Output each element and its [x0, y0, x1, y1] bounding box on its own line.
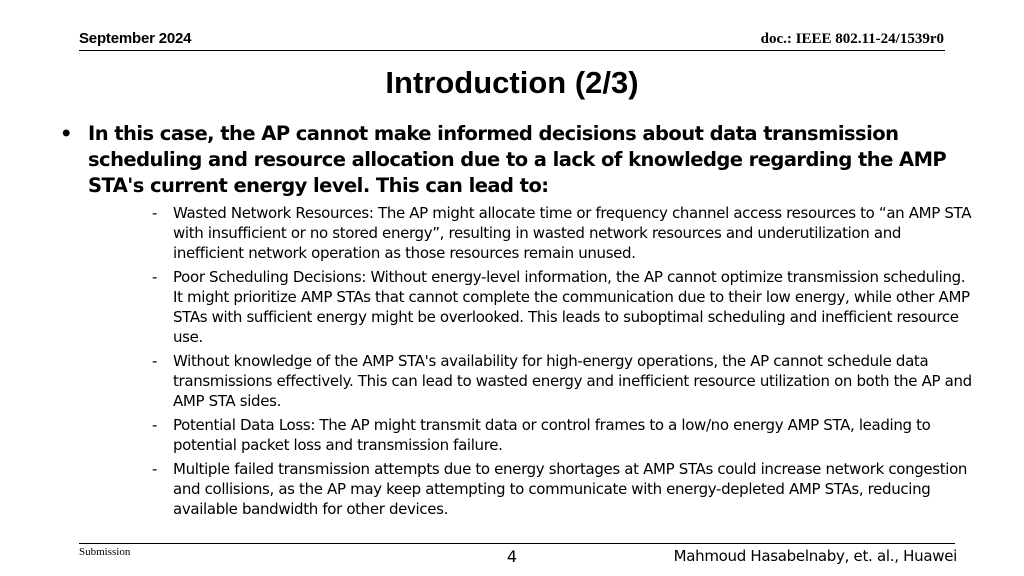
footer-submission-label: Submission — [79, 546, 131, 558]
sub-bullet-text: Poor Scheduling Decisions: Without energy-level information, the AP cannot optimize transmission scheduling. It might prioritize AMP STAs that cannot complete the communication due to their low energy, while other AMP STAs with sufficient energy might be overlooked. This leads to suboptimal scheduling and inefficient resource use. — [173, 268, 970, 346]
sub-bullet — [152, 267, 972, 347]
header-date: September 2024 — [79, 30, 192, 47]
sub-bullet — [152, 351, 972, 411]
sub-bullet — [152, 203, 972, 263]
dash-icon: - — [152, 204, 158, 222]
dash-icon: - — [152, 416, 158, 434]
dash-icon: - — [152, 268, 158, 286]
footer-divider — [79, 543, 955, 544]
header-divider — [79, 50, 945, 51]
sub-bullet-list — [60, 203, 972, 519]
slide-title: Introduction (2/3) — [385, 65, 639, 100]
main-bullet-text: In this case, the AP cannot make informed decisions about data transmission scheduling and resource allocation due to a lack of knowledge regarding the AMP STA's current energy level. This can lead to: — [88, 122, 947, 197]
header-doc-id: doc.: IEEE 802.11-24/1539r0 — [760, 31, 944, 47]
sub-bullet-text: Multiple failed transmission attempts due to energy shortages at AMP STAs could increase network congestion and collisions, as the AP may keep attempting to communicate with energy-depleted AMP STAs, reducing available bandwidth for other devices. — [173, 460, 968, 518]
dash-icon: - — [152, 460, 158, 478]
footer-author: Mahmoud Hasabelnaby, et. al., Huawei — [673, 547, 957, 565]
slide-body — [60, 121, 972, 523]
sub-bullet-text: Wasted Network Resources: The AP might allocate time or frequency channel access resources to “an AMP STA with insufficient or no stored energy”, resulting in wasted network resources and underutilization and inefficient network operation as those resources remain unused. — [173, 204, 972, 262]
page-number: 4 — [506, 547, 518, 566]
sub-bullet — [152, 415, 972, 455]
sub-bullet-text: Without knowledge of the AMP STA's availability for high-energy operations, the AP cannot schedule data transmissions effectively. This can lead to wasted energy and inefficient resource utilization on both the AP and AMP STA sides. — [173, 352, 972, 410]
main-bullet — [60, 121, 972, 199]
sub-bullet-text: Potential Data Loss: The AP might transmit data or control frames to a low/no energy AMP STA, leading to potential packet loss and transmission failure. — [173, 416, 931, 454]
dash-icon: - — [152, 352, 158, 370]
sub-bullet — [152, 459, 972, 519]
bullet-dot-icon: • — [60, 122, 72, 145]
